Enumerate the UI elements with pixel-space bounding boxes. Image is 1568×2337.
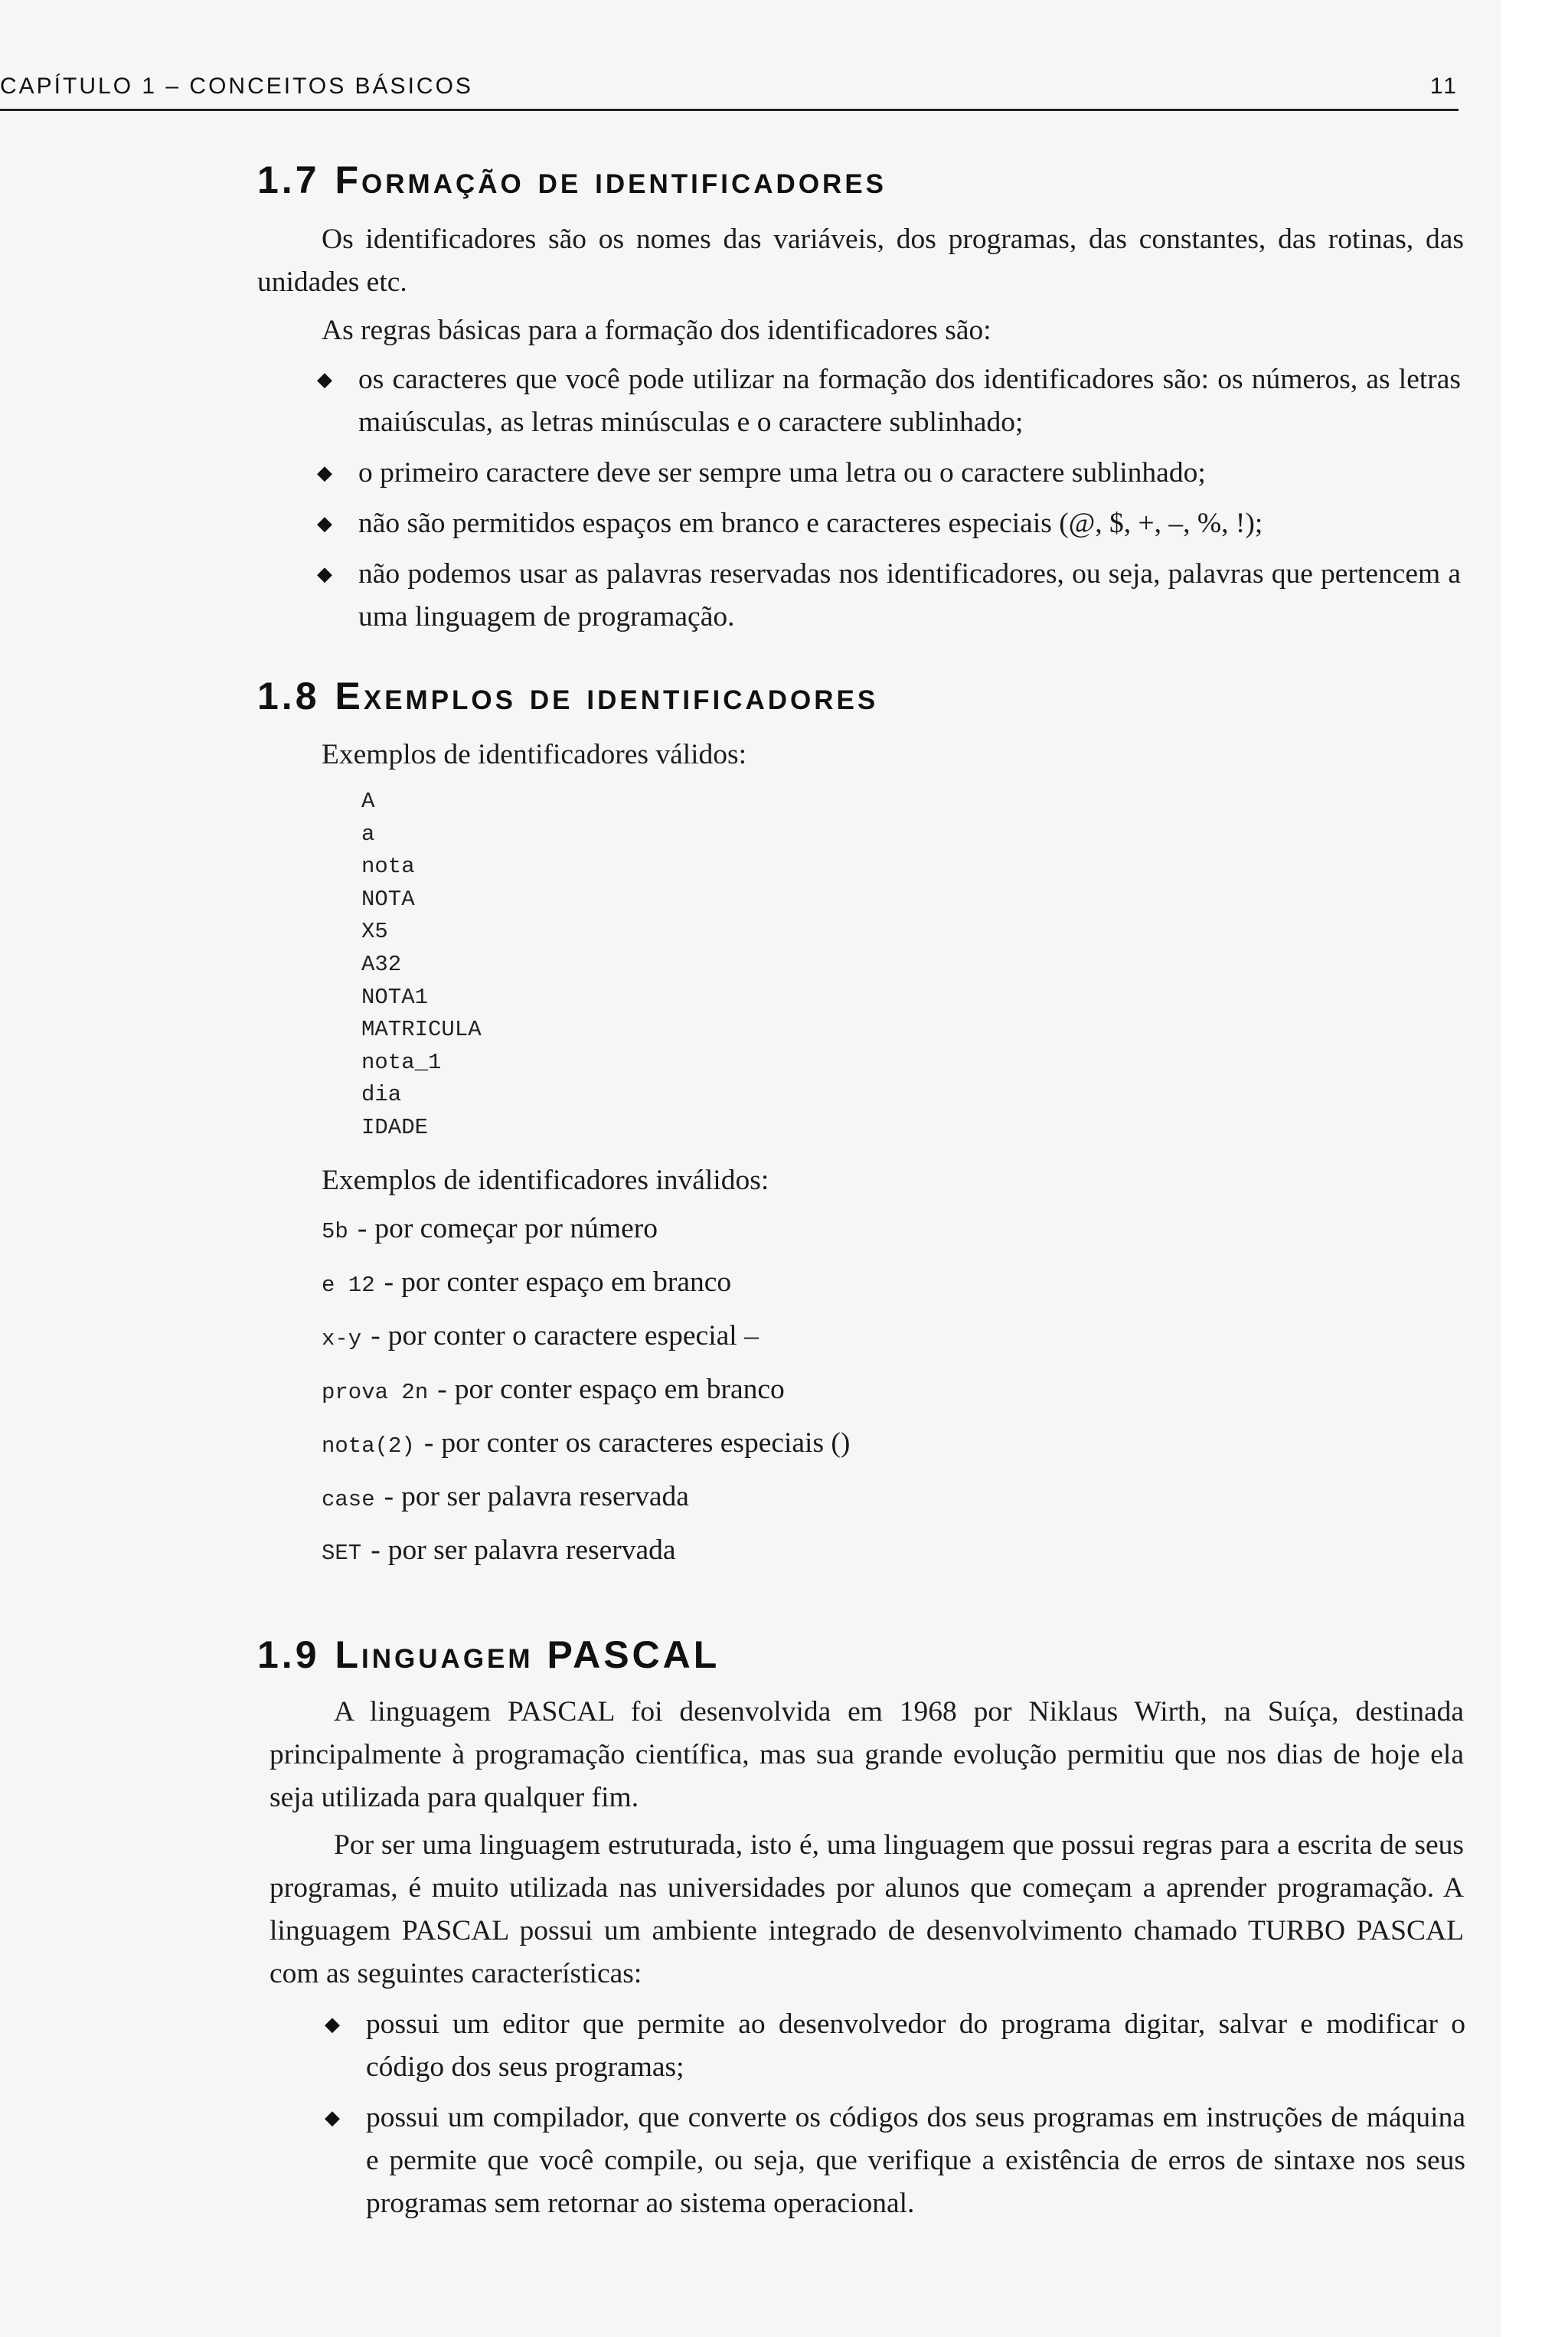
list-item: case - por ser palavra reservada xyxy=(322,1481,689,1512)
paragraph: Exemplos de identificadores válidos: xyxy=(322,739,747,770)
list-item: prova 2n - por conter espaço em branco xyxy=(322,1374,785,1405)
diamond-bullet-icon: ◆ xyxy=(325,2013,340,2035)
section-title: Linguagem PASCAL xyxy=(335,1633,720,1676)
section-title: Formação de identificadores xyxy=(335,159,887,201)
diamond-bullet-icon: ◆ xyxy=(317,462,332,484)
diamond-bullet-icon: ◆ xyxy=(317,368,332,391)
list-item: ◆ os caracteres que você pode utilizar na formação dos identificadores são: os números, as letras maiúsculas, as letras minúsculas e o caractere sublinhado; xyxy=(314,358,1461,444)
section-number: 1.9 xyxy=(257,1633,320,1676)
diamond-bullet-icon: ◆ xyxy=(317,563,332,585)
running-header xyxy=(0,74,1459,100)
list-item: ◆ possui um editor que permite ao desenvolvedor do programa digitar, salvar e modificar o código dos seus programas; xyxy=(322,2003,1465,2089)
list-item: IDADE xyxy=(361,1114,429,1140)
section-number: 1.7 xyxy=(257,159,320,201)
list-item: dia xyxy=(361,1082,402,1108)
list-item: ◆ o primeiro caractere deve ser sempre uma letra ou o caractere sublinhado; xyxy=(314,452,1461,495)
list-item: ◆ não são permitidos espaços em branco e caracteres especiais (@, $, +, –, %, !); xyxy=(314,502,1461,545)
diamond-bullet-icon: ◆ xyxy=(317,512,332,534)
paragraph: Por ser uma linguagem estruturada, isto é, uma linguagem que possui regras para a escrita de seus programas, é muito utilizada nas universidades por alunos que começam a aprender programação. A linguagem PASCAL possui um ambiente integrado de desenvolvimento chamado TURBO PASCAL com as seguintes características: xyxy=(270,1829,1464,1989)
list-item: ◆ possui um compilador, que converte os códigos dos seus programas em instruções de máquina e permite que você compile, ou seja, que verifique a existência de erros de sintaxe nos seus programas sem retornar ao sistema operacional. xyxy=(322,2097,1465,2225)
section-number: 1.8 xyxy=(257,675,320,717)
section-heading-1-9 xyxy=(257,1633,720,1677)
list-item: e 12 - por conter espaço em branco xyxy=(322,1267,732,1298)
page-number: 11 xyxy=(1429,74,1459,99)
valid-identifiers-list xyxy=(361,786,482,1145)
list-item: nota_1 xyxy=(361,1049,442,1075)
paragraph: As regras básicas para a formação dos identificadores são: xyxy=(322,315,991,346)
list-item: ◆ não podemos usar as palavras reservadas nos identificadores, ou seja, palavras que pertencem a uma linguagem de programação. xyxy=(314,553,1461,639)
list-item: SET - por ser palavra reservada xyxy=(322,1535,676,1566)
list-item: 5b - por começar por número xyxy=(322,1213,658,1244)
section-heading-1-7 xyxy=(257,158,887,202)
features-list xyxy=(322,2003,1465,2233)
list-item: MATRICULA xyxy=(361,1017,482,1043)
list-item: X5 xyxy=(361,919,388,945)
list-item: NOTA xyxy=(361,886,415,912)
invalid-identifiers-list xyxy=(322,1204,850,1579)
header-rule xyxy=(0,109,1459,111)
section-title: Exemplos de identificadores xyxy=(335,675,879,717)
paragraph: Exemplos de identificadores inválidos: xyxy=(322,1165,769,1196)
section-heading-1-8 xyxy=(257,674,878,718)
list-item: A xyxy=(361,789,375,814)
list-item: a xyxy=(361,821,375,847)
rules-list xyxy=(314,358,1461,646)
list-item: NOTA1 xyxy=(361,984,429,1010)
list-item: A32 xyxy=(361,951,402,977)
paragraph: Os identificadores são os nomes das variáveis, dos programas, das constantes, das rotinas, das unidades etc. xyxy=(257,224,1464,298)
paragraph: A linguagem PASCAL foi desenvolvida em 1968 por Niklaus Wirth, na Suíça, destinada principalmente à programação científica, mas sua grande evolução permitiu que nos dias de hoje ela seja utilizada para qualquer fim. xyxy=(270,1696,1464,1813)
diamond-bullet-icon: ◆ xyxy=(325,2107,340,2129)
list-item: nota(2) - por conter os caracteres especiais () xyxy=(322,1427,851,1459)
list-item: x-y - por conter o caractere especial – xyxy=(322,1320,759,1352)
chapter-title: CAPÍTULO 1 – CONCEITOS BÁSICOS xyxy=(0,74,473,99)
list-item: nota xyxy=(361,854,415,880)
